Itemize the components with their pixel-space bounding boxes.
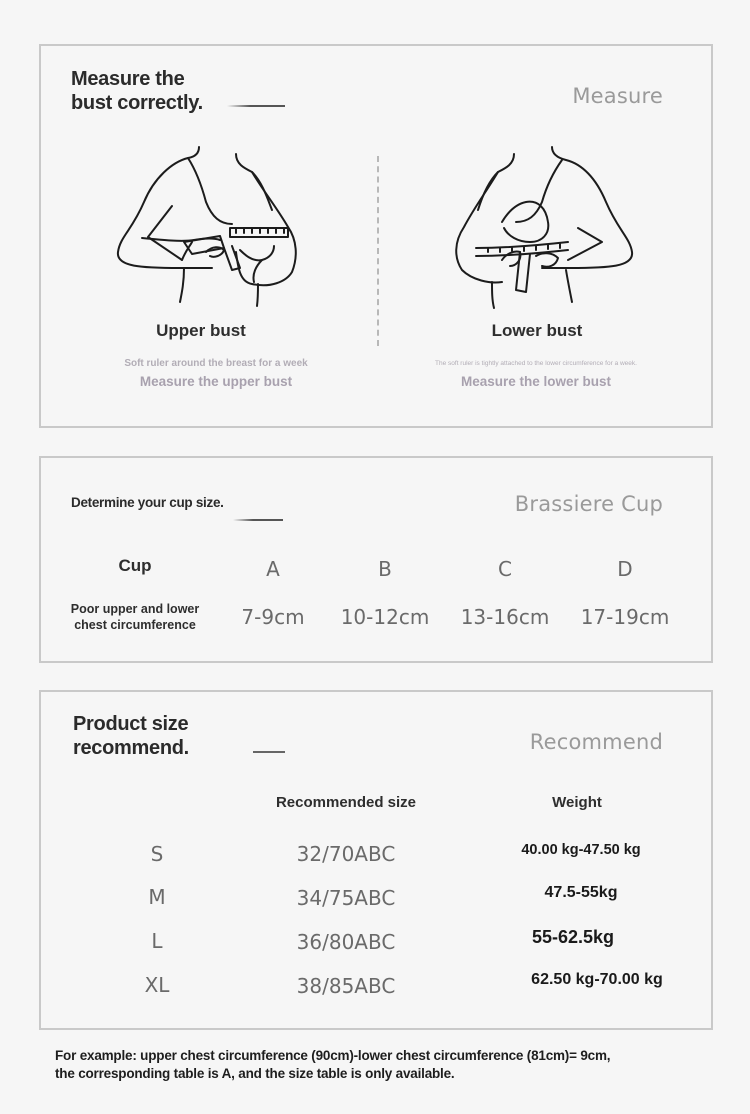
- weight-range: 47.5-55kg: [544, 884, 618, 901]
- lower-bust-illustration: [442, 142, 642, 312]
- cup-b: B: [378, 557, 392, 581]
- diff-d: 17-19cm: [580, 605, 670, 629]
- weight-range: 55-62.5kg: [531, 927, 615, 947]
- title-underline: [253, 751, 285, 753]
- recommended-size: 36/80ABC: [296, 930, 396, 954]
- size-title: [73, 712, 189, 760]
- cup-title: Determine your cup size.: [71, 495, 224, 510]
- recommended-size: 38/85ABC: [296, 974, 396, 998]
- cup-row-header: Cup: [118, 556, 152, 575]
- upper-bust-action: Measure the upper bust: [139, 374, 293, 389]
- size-label: XL: [144, 973, 170, 997]
- upper-bust-illustration: [102, 142, 302, 312]
- section-divider: [377, 156, 379, 346]
- diff-b: 10-12cm: [340, 605, 430, 629]
- lower-bust-label: Lower bust: [491, 321, 583, 340]
- upper-bust-instruction: Soft ruler around the breast for a week: [124, 358, 308, 369]
- cup-c: C: [498, 557, 512, 581]
- diff-header-line1: Poor upper and lower: [70, 602, 200, 616]
- size-subtitle: Recommend: [529, 730, 663, 754]
- diff-header-line2: chest circumference: [74, 618, 196, 632]
- diff-row-header: [55, 601, 215, 633]
- lower-bust-instruction: The soft ruler is tightly attached to the lower circumference for a week.: [435, 360, 637, 367]
- weight-range: 62.50 kg-70.00 kg: [531, 971, 663, 988]
- weight-range: 40.00 kg-47.50 kg: [521, 842, 641, 858]
- size-panel: [39, 690, 713, 1030]
- recommended-size: 34/75ABC: [296, 886, 396, 910]
- recommended-size: 32/70ABC: [296, 842, 396, 866]
- title-underline: [233, 519, 283, 521]
- cup-panel: [39, 456, 713, 663]
- title-underline: [227, 105, 285, 107]
- size-title-line1: Product size: [73, 713, 189, 735]
- upper-bust-label: Upper bust: [156, 321, 246, 340]
- measure-panel: [39, 44, 713, 428]
- diff-c: 13-16cm: [460, 605, 550, 629]
- cup-subtitle: Brassiere Cup: [514, 492, 663, 516]
- measure-subtitle: Measure: [572, 84, 663, 108]
- col-header-recommended-size: Recommended size: [275, 794, 417, 811]
- measure-title-line2: bust correctly.: [71, 92, 203, 114]
- measure-title: [71, 67, 203, 115]
- footnote: [55, 1047, 610, 1083]
- cup-d: D: [617, 557, 633, 581]
- col-header-weight: Weight: [552, 794, 602, 811]
- size-label: S: [150, 842, 164, 866]
- footnote-line2: the corresponding table is A, and the size table is only available.: [55, 1066, 455, 1081]
- size-label: L: [151, 929, 163, 953]
- cup-a: A: [266, 557, 280, 581]
- diff-a: 7-9cm: [241, 605, 305, 629]
- size-label: M: [148, 885, 166, 909]
- size-title-line2: recommend.: [73, 737, 189, 759]
- measure-title-line1: Measure the: [71, 68, 185, 90]
- lower-bust-action: Measure the lower bust: [460, 374, 612, 389]
- footnote-line1: For example: upper chest circumference (90cm)-lower chest circumference (81cm)= 9cm,: [55, 1048, 611, 1063]
